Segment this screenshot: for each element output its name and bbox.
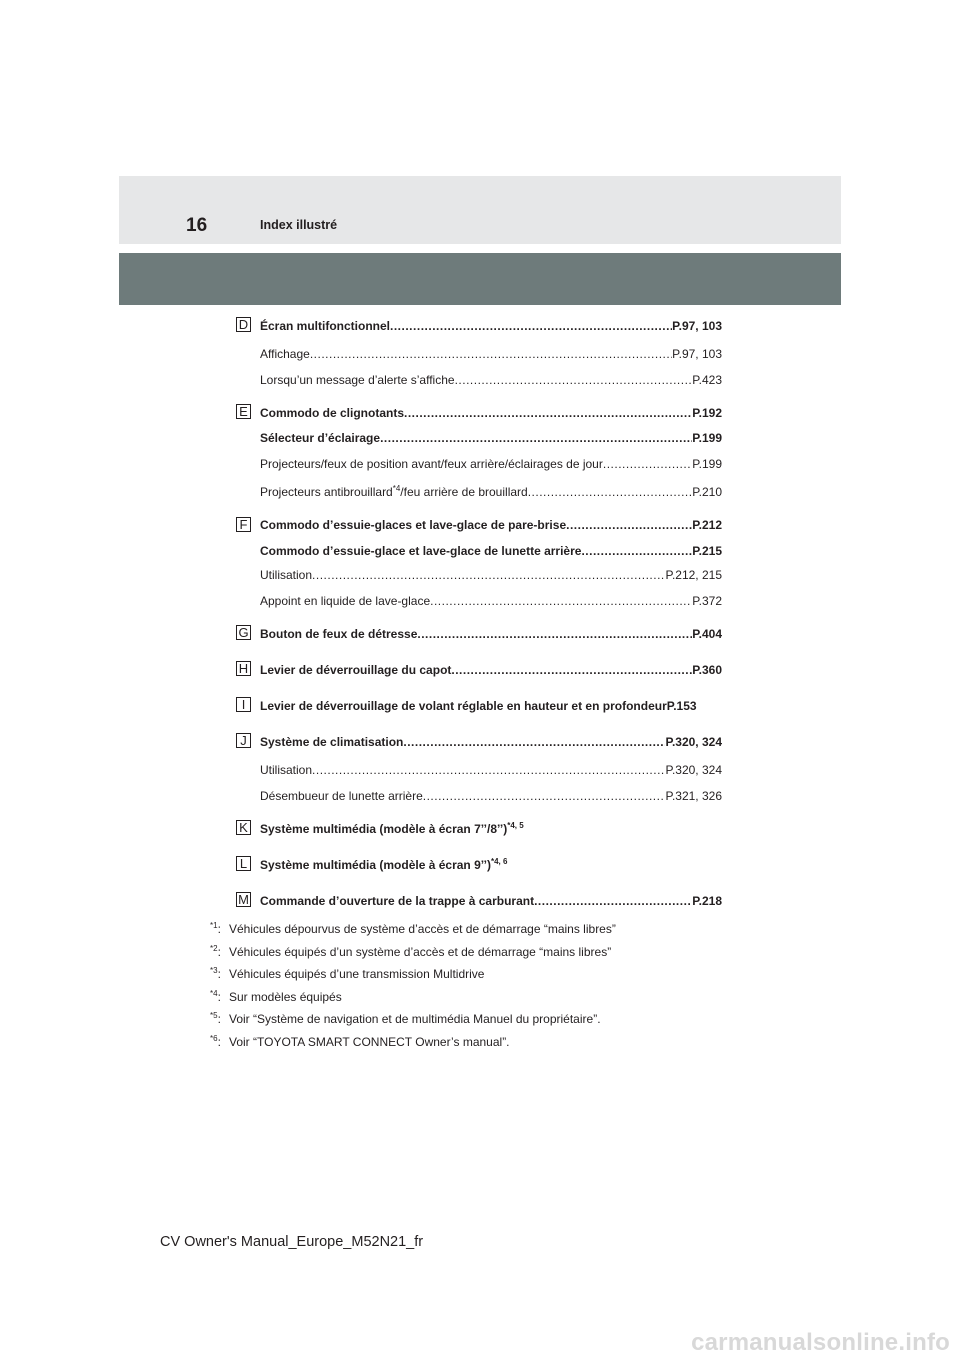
entry-page-ref: P.404 xyxy=(692,627,722,641)
entry-label: Commodo de clignotants xyxy=(260,406,404,420)
letter-marker-d: D xyxy=(236,317,251,332)
entry-label: Utilisation xyxy=(260,763,313,777)
leader-dots xyxy=(528,484,692,500)
index-entry-rear-defogger[interactable] xyxy=(260,788,722,804)
entry-page-ref: P.199 xyxy=(692,457,722,471)
entry-label: Système multimédia (modèle à écran 7’’/8’’)$^{*4, 5}$ xyxy=(260,821,524,836)
leader-dots xyxy=(455,372,693,388)
index-entry-multi-display[interactable] xyxy=(260,318,722,334)
index-entry-rear-wiper-lever[interactable] xyxy=(260,543,722,559)
entry-label: Système multimédia (modèle à écran 9’’)$^{*4, 6}$ xyxy=(260,857,508,872)
index-entry-fuel-door[interactable] xyxy=(260,893,722,909)
entry-page-ref: P.97, 103 xyxy=(672,347,722,361)
entry-label: Désembueur de lunette arrière xyxy=(260,789,423,803)
index-entry-turn-signal-lever[interactable] xyxy=(260,405,722,421)
entry-page-ref: P.212, 215 xyxy=(665,568,722,582)
entry-page-ref: P.210 xyxy=(692,485,722,499)
footnote-ref: *4, 6 xyxy=(490,857,508,866)
entry-page-ref: P.218 xyxy=(692,894,722,908)
leader-dots xyxy=(451,662,692,678)
leader-dots xyxy=(534,893,692,909)
entry-page-ref: P.192 xyxy=(692,406,722,420)
entry-page-ref: P.423 xyxy=(692,373,722,387)
letter-marker-k: K xyxy=(236,820,251,835)
letter-marker-g: G xyxy=(236,625,251,640)
leader-dots xyxy=(566,517,692,533)
footnote-ref: *4, 5 xyxy=(507,821,524,830)
letter-marker-m: M xyxy=(236,892,251,907)
entry-label: Levier de déverrouillage du capot xyxy=(260,663,452,677)
index-entry-hood-lever[interactable] xyxy=(260,662,722,678)
entry-page-ref: P.360 xyxy=(692,663,722,677)
letter-marker-l: L xyxy=(236,856,251,871)
entry-label: Sélecteur d’éclairage xyxy=(260,431,381,445)
entry-page-ref: P.215 xyxy=(692,544,722,558)
entry-page-ref: P.212 xyxy=(692,518,722,532)
footnote: $^{*6}$: Voir “TOYOTA SMART CONNECT Owner’s manual”. xyxy=(210,1034,510,1049)
footnote: $^{*1}$: Véhicules dépourvus de système d’accès et de démarrage “mains libres” xyxy=(210,921,616,936)
entry-label: Écran multifonctionnel xyxy=(260,319,391,333)
entry-page-ref: P.372 xyxy=(692,594,722,608)
footnote: $^{*2}$: Véhicules équipés d’un système d’accès et de démarrage “mains libres” xyxy=(210,944,612,959)
index-entry-light-switch[interactable] xyxy=(260,430,722,446)
leader-dots xyxy=(417,626,692,642)
leader-dots xyxy=(403,734,665,750)
entry-page-ref: P.320, 324 xyxy=(665,763,722,777)
letter-marker-i: I xyxy=(236,697,251,712)
illustration-band xyxy=(119,253,841,305)
entry-label: Utilisation xyxy=(260,568,313,582)
leader-dots xyxy=(581,543,692,559)
watermark: carmanualsonline.info xyxy=(691,1329,950,1356)
index-entry-warning-message[interactable] xyxy=(260,372,722,388)
leader-dots xyxy=(380,430,692,446)
entry-label: Projecteurs/feux de position avant/feux arrière/éclairages de jour xyxy=(260,457,603,471)
leader-dots xyxy=(423,788,666,804)
entry-page-ref: P.97, 103 xyxy=(672,319,722,333)
leader-dots xyxy=(430,593,692,609)
index-entry-hazard-switch[interactable] xyxy=(260,626,722,642)
index-entry-multimedia-9[interactable] xyxy=(260,857,722,873)
entry-label: Commodo d’essuie-glaces et lave-glace de pare-brise xyxy=(260,518,567,532)
index-entry-wiper-usage[interactable] xyxy=(260,567,722,583)
entry-label: Système de climatisation xyxy=(260,735,404,749)
index-entry-ac-usage[interactable] xyxy=(260,762,722,778)
footnote: $^{*3}$: Véhicules équipés d’une transmission Multidrive xyxy=(210,966,485,981)
leader-dots xyxy=(603,456,692,472)
page-number: 16 xyxy=(186,215,208,236)
manual-name: CV Owner's Manual_Europe_M52N21_fr xyxy=(160,1234,424,1250)
index-entry-wiper-lever[interactable] xyxy=(260,517,722,533)
index-entry-display[interactable] xyxy=(260,346,722,362)
entry-label: Commande d’ouverture de la trappe à carburant xyxy=(260,894,535,908)
index-entry-multimedia-7-8[interactable] xyxy=(260,821,722,837)
leader-dots xyxy=(310,346,672,362)
section-title: Index illustré xyxy=(260,218,338,232)
entry-label: Levier de déverrouillage de volant réglable en hauteur et en profondeur xyxy=(260,699,667,713)
leader-dots xyxy=(404,405,692,421)
letter-marker-e: E xyxy=(236,404,251,419)
index-entry-air-conditioning[interactable] xyxy=(260,734,722,750)
index-entry-fog-lights[interactable] xyxy=(260,484,722,500)
leader-dots xyxy=(390,318,672,334)
entry-label: Appoint en liquide de lave-glace xyxy=(260,594,431,608)
leader-dots xyxy=(312,567,665,583)
leader-dots xyxy=(312,762,665,778)
letter-marker-f: F xyxy=(236,517,251,532)
letter-marker-h: H xyxy=(236,661,251,676)
entry-label: Lorsqu’un message d’alerte s’affiche xyxy=(260,373,455,387)
header-band xyxy=(119,176,841,244)
entry-label: Affichage xyxy=(260,347,310,361)
letter-marker-j: J xyxy=(236,733,251,748)
footnote-ref: *4 xyxy=(392,484,401,493)
index-entry-steering-lever[interactable] xyxy=(260,698,730,714)
entry-page-ref: P.320, 324 xyxy=(665,735,722,749)
footnote: $^{*4}$: Sur modèles équipés xyxy=(210,989,342,1004)
entry-page-ref: P.321, 326 xyxy=(665,789,722,803)
entry-page-ref: P.199 xyxy=(692,431,722,445)
entry-label: Bouton de feux de détresse xyxy=(260,627,418,641)
entry-label: Projecteurs antibrouillard$^{*4}$/feu arrière de brouillard xyxy=(260,484,528,499)
entry-page-ref: P.153 xyxy=(666,699,697,713)
footnote: $^{*5}$: Voir “Système de navigation et de multimédia Manuel du propriétaire”. xyxy=(210,1011,601,1026)
index-entry-washer-fluid[interactable] xyxy=(260,593,722,609)
index-entry-headlights[interactable] xyxy=(260,456,722,472)
entry-label: Commodo d’essuie-glace et lave-glace de lunette arrière xyxy=(260,544,582,558)
